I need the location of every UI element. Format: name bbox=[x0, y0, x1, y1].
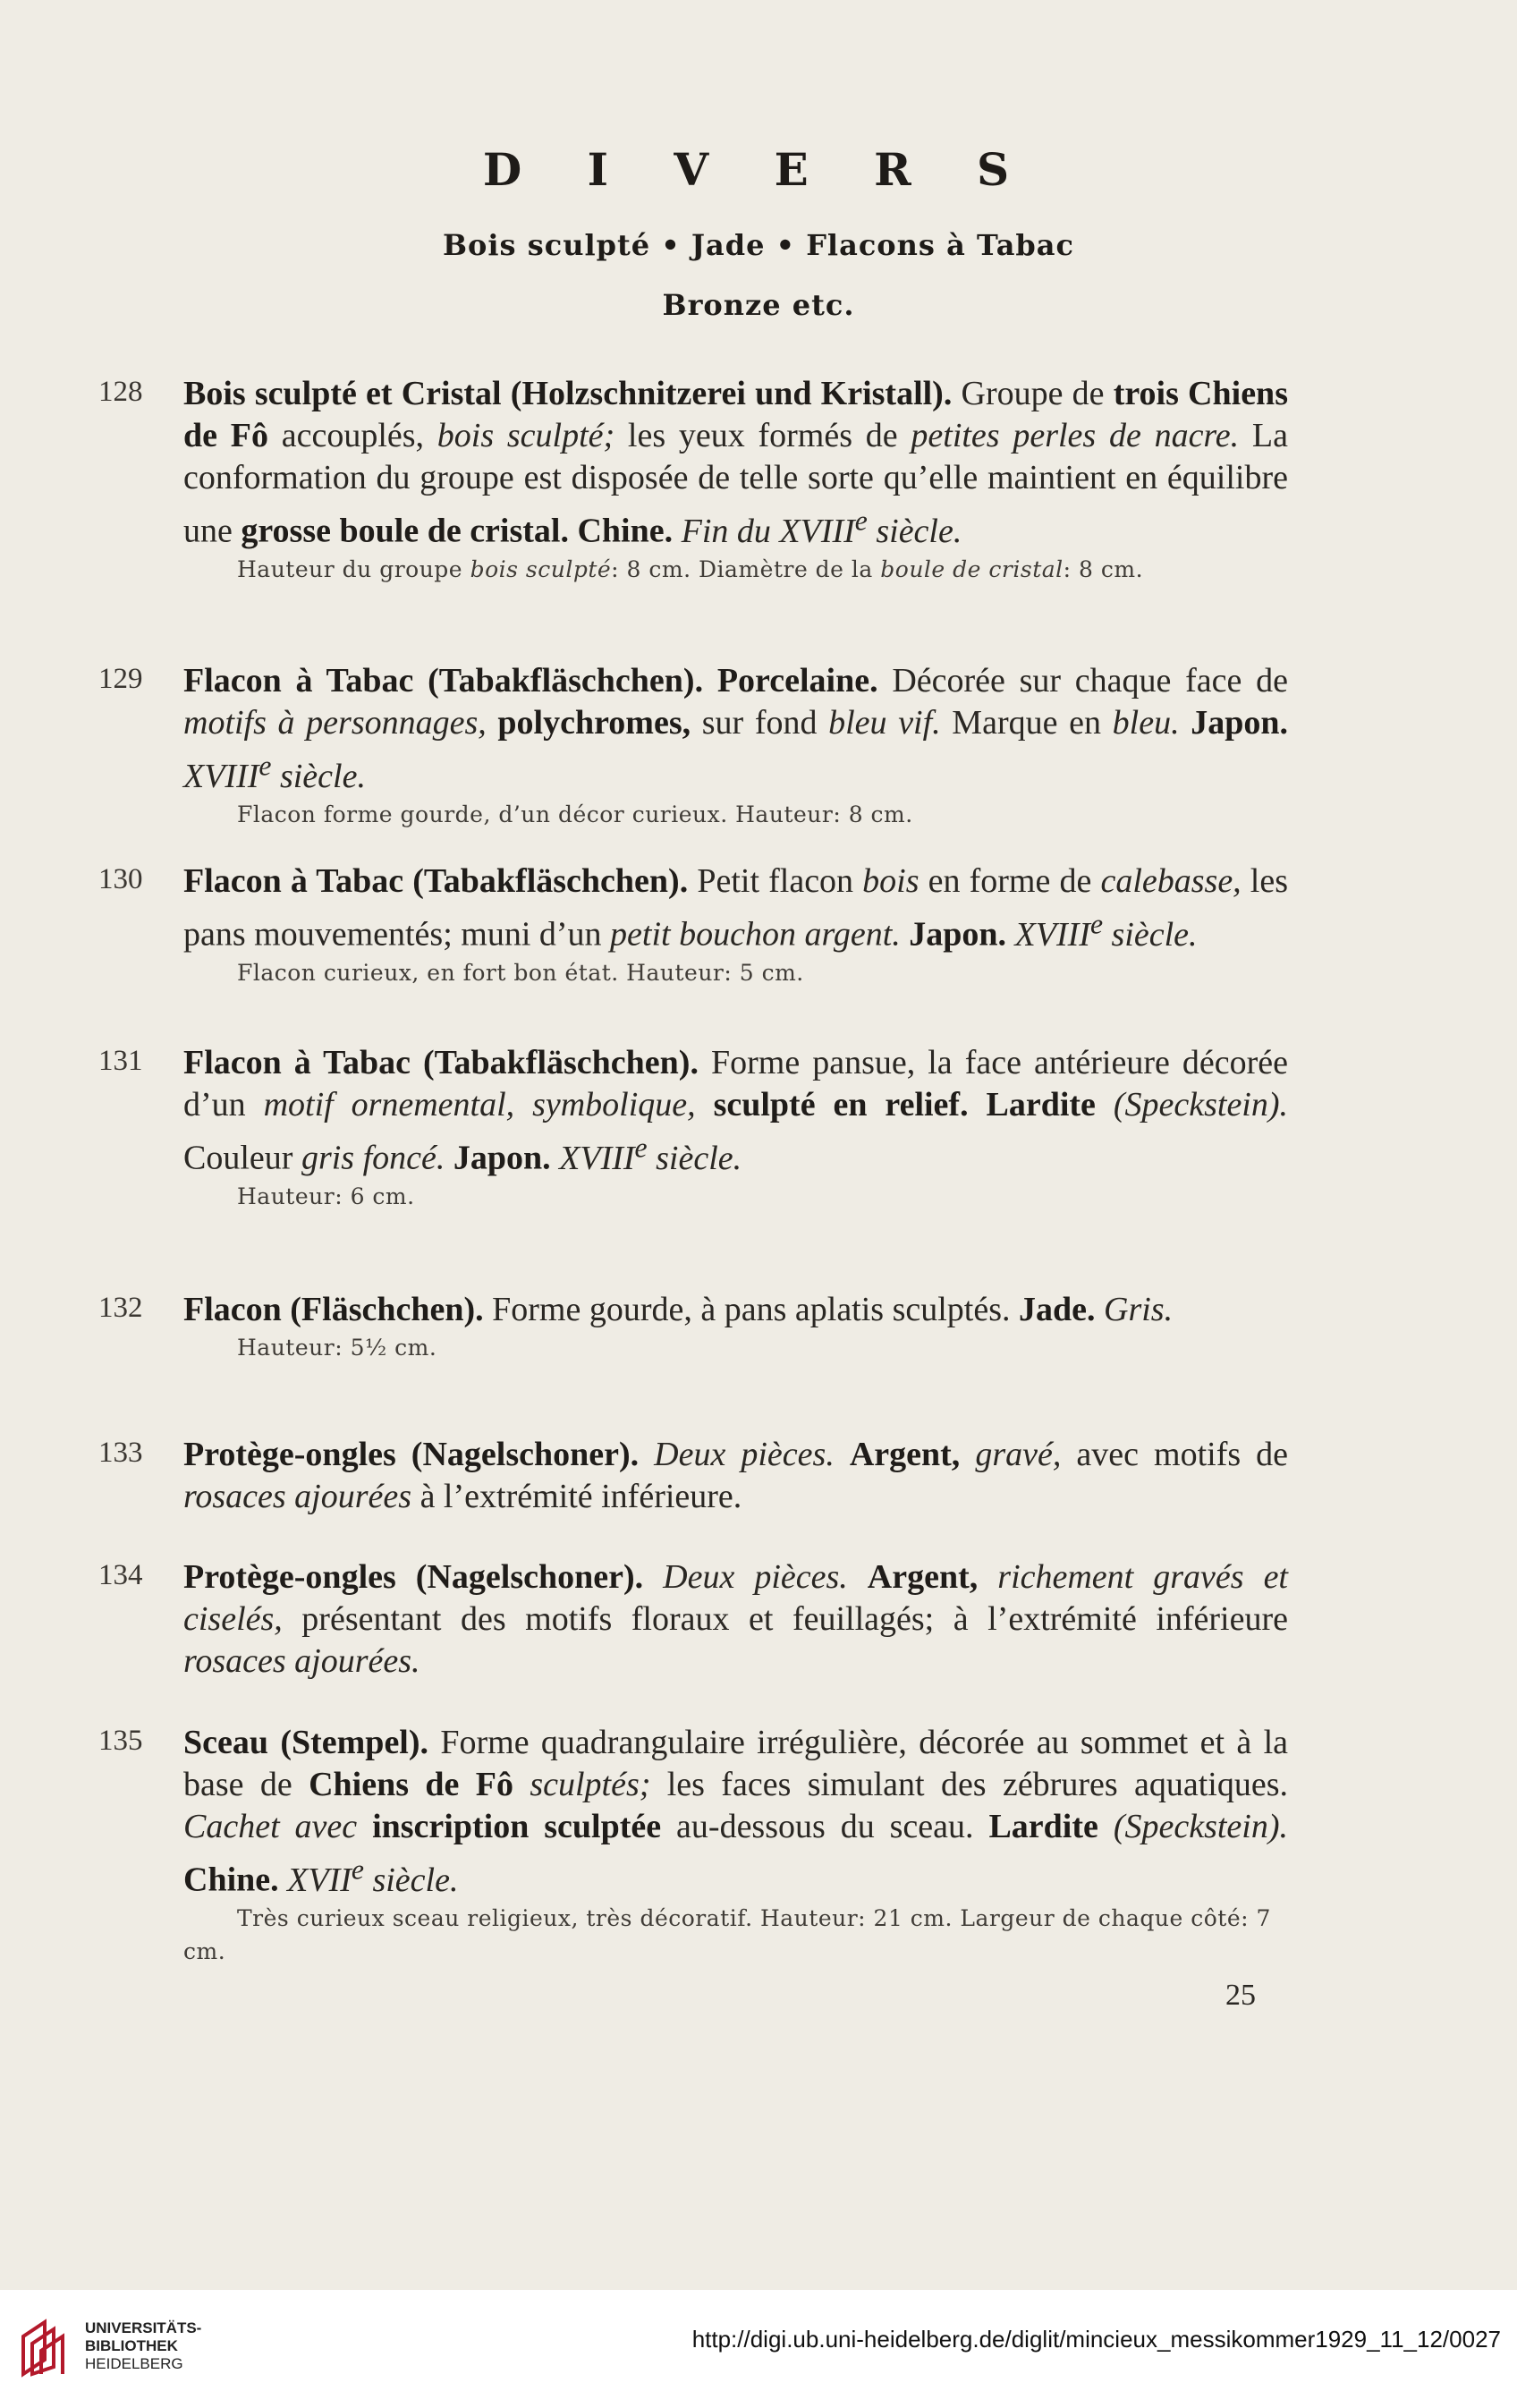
lot-description: Flacon (Fläschchen). Forme gourde, à pans aplatis sculptés. Jade. Gris. bbox=[183, 1291, 1174, 1328]
catalog-entry-132 bbox=[98, 1289, 1288, 1364]
lot-note: Flacon curieux, en fort bon état. Hauteur: 5 cm. bbox=[237, 959, 804, 986]
lot-number: 134 bbox=[98, 1559, 143, 1591]
lot-description: Protège-ongles (Nagelschoner). Deux pièces. Argent, richement gravés et ciselés, présentant des motifs floraux et feuillagés; à l’extrémité inférieure rosaces ajourées. bbox=[183, 1558, 1288, 1680]
lot-note: Hauteur du groupe bois sculpté: 8 cm. Diamètre de la boule de cristal: 8 cm. bbox=[237, 555, 1144, 582]
catalog-entry-130 bbox=[98, 861, 1288, 989]
lot-description: Flacon à Tabac (Tabakfläschchen). Porcelaine. Décorée sur chaque face de motifs à personnages, polychromes, sur fond bleu vif. Marque en bleu. Japon. XVIIIe siècle. bbox=[183, 662, 1288, 795]
lot-number: 132 bbox=[98, 1292, 143, 1324]
catalog-entry-131 bbox=[98, 1042, 1288, 1213]
lot-note: Hauteur: 5½ cm. bbox=[237, 1335, 437, 1361]
catalog-entry-128 bbox=[98, 373, 1288, 586]
section-subtitle: Bois sculpté • Jade • Flacons à Tabac bbox=[442, 228, 1075, 262]
lot-description: Sceau (Stempel). Forme quadrangulaire irrégulière, décorée au sommet et à la base de Chiens de Fô sculptés; les faces simulant des zébrures aquatiques. Cachet avec inscription sculptée au-dessous du sceau. Lardite (Speckstein). Chine. XVIIe siècle. bbox=[183, 1724, 1289, 1899]
catalog-entry-135 bbox=[98, 1722, 1288, 1968]
page-number: 25 bbox=[1225, 1979, 1256, 2012]
lot-note: Très curieux sceau religieux, très décoratif. Hauteur: 21 cm. Largeur de chaque côté: 7 cm. bbox=[183, 1904, 1271, 1964]
catalog-entry-134 bbox=[98, 1556, 1288, 1683]
library-logo-icon bbox=[18, 2317, 77, 2379]
catalog-entry-133 bbox=[98, 1434, 1288, 1518]
lot-description: Protège-ongles (Nagelschoner). Deux pièces. Argent, gravé, avec motifs de rosaces ajourées à l’extrémité inférieure. bbox=[183, 1436, 1289, 1515]
lot-number: 130 bbox=[98, 863, 143, 895]
source-url-link[interactable]: http://digi.ub.uni-heidelberg.de/diglit/mincieux_messikommer1929_11_12/0027 bbox=[691, 2326, 1501, 2353]
library-footer bbox=[0, 2290, 1517, 2408]
catalog-entry-129 bbox=[98, 660, 1288, 831]
lot-note: Flacon forme gourde, d’un décor curieux. Hauteur: 8 cm. bbox=[237, 801, 913, 827]
section-subtitle-line2: Bronze etc. bbox=[662, 288, 855, 322]
lot-number: 128 bbox=[98, 376, 143, 408]
institution-line-3: HEIDELBERG bbox=[85, 2355, 183, 2372]
lot-description: Flacon à Tabac (Tabakfläschchen). Forme pansue, la face antérieure décorée d’un motif ornemental, symbolique, sculpté en relief. Lardite (Speckstein). Couleur gris foncé. Japon. XVIIIe siècle. bbox=[183, 1044, 1289, 1177]
lot-number: 133 bbox=[98, 1437, 143, 1469]
lot-number: 131 bbox=[98, 1045, 143, 1077]
section-title: D I V E R S bbox=[482, 143, 1035, 196]
institution-line-2: BIBLIOTHEK bbox=[85, 2337, 178, 2354]
lot-description: Bois sculpté et Cristal (Holzschnitzerei und Kristall). Groupe de trois Chiens de Fô accouplés, bois sculpté; les yeux formés de petites perles de nacre. La conformation du groupe est disposée de telle sorte qu’elle maintient en équilibre une grosse boule de cristal. Chine. Fin du XVIIIe siècle. bbox=[183, 375, 1289, 550]
lot-description: Flacon à Tabac (Tabakfläschchen). Petit flacon bois en forme de calebasse, les pans mouvementés; muni d’un petit bouchon argent. Japon. XVIIIe siècle. bbox=[183, 862, 1289, 954]
lot-number: 135 bbox=[98, 1725, 143, 1757]
lot-number: 129 bbox=[98, 663, 143, 695]
lot-note: Hauteur: 6 cm. bbox=[237, 1183, 415, 1209]
institution-line-1: UNIVERSITÄTS- bbox=[85, 2319, 202, 2336]
institution-name bbox=[85, 2319, 201, 2373]
